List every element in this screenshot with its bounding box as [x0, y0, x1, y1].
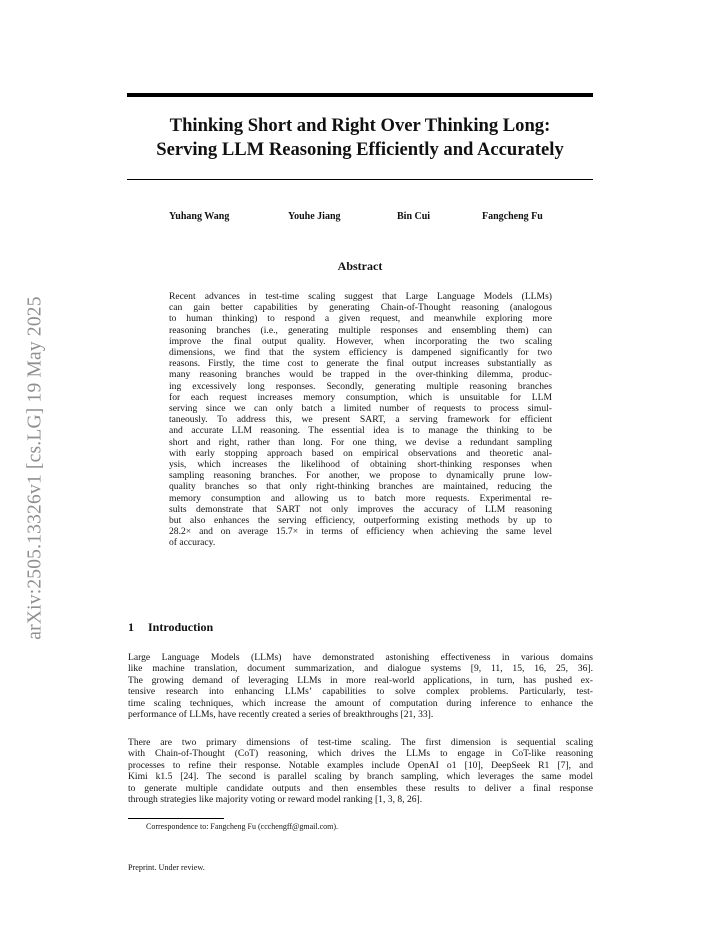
abstract-line: short and right, rather than long. For one thing, we devise a redundant sampling: [169, 436, 552, 448]
intro-paragraph-1-line: Large Language Models (LLMs) have demonstrated astonishing effectiveness in various domains: [128, 652, 593, 663]
abstract-line: but also enhances the serving efficiency, outperforming existing methods by up to: [169, 515, 552, 527]
title-line-2: Serving LLM Reasoning Efficiently and Accurately: [156, 139, 564, 160]
abstract-line: serving since we can only batch a limited number of requests to process simul-: [169, 403, 552, 415]
intro-paragraph-1: [128, 652, 593, 720]
abstract-line: for each request increases memory consumption, which is unsuitable for LLM: [169, 391, 552, 403]
intro-paragraph-2: [128, 737, 593, 805]
intro-paragraph-1-line: tensive research into enhancing LLMs’ capabilities to solve complex problems. Particularly, test-: [128, 686, 593, 698]
abstract-line: can gain better capabilities by generating Chain-of-Thought reasoning (analogous: [169, 302, 552, 314]
preprint-note: Preprint. Under review.: [128, 863, 205, 872]
title-bottom-rule: [127, 179, 593, 180]
abstract-line: with early stopping approach based on empirical observations and theoretic anal-: [169, 447, 552, 459]
abstract-line: memory consumption and allowing us to batch more requests. Experimental re-: [169, 492, 552, 504]
abstract-line: quality branches so that only right-thinking branches are maintained, reducing the: [169, 481, 552, 493]
intro-paragraph-2-line: There are two primary dimensions of test-time scaling. The first dimension is sequential scaling: [128, 737, 593, 748]
abstract-line: ing excessively long responses. Secondly, generating multiple reasoning branches: [169, 380, 552, 392]
abstract-line: dimensions, we find that the system efficiency is dampened significantly for two: [169, 347, 552, 359]
abstract-line: sampling reasoning branches. For another, we propose to dynamically prune low-: [169, 470, 552, 482]
abstract-line: many reasoning branches would be trapped in the over-thinking dilemma, produc-: [169, 369, 552, 381]
paper-title: [110, 114, 610, 162]
author-name: Yuhang Wang: [169, 211, 230, 222]
section-heading-introduction: [128, 620, 213, 635]
abstract-line: to human thinking) to respond a given request, and meanwhile exploring more: [169, 313, 552, 325]
abstract-line: and accurate LLM reasoning. The essential idea is to manage the thinking to be: [169, 425, 552, 437]
footnote-rule: [128, 818, 224, 819]
abstract-line: improve the final output quality. However, when incorporating the two scaling: [169, 335, 552, 347]
abstract-line: 28.2× and on average 15.7× in terms of efficiency when achieving the same level: [169, 526, 552, 538]
abstract-line: sults demonstrate that SART not only improves the accuracy of LLM reasoning: [169, 503, 552, 515]
abstract-line: taneously. To address this, we present SART, a serving framework for efficient: [169, 414, 552, 426]
abstract-line: reasons. Firstly, the time cost to generate the final output increases substantially as: [169, 358, 552, 370]
section-title: Introduction: [148, 620, 214, 634]
intro-paragraph-1-line: time scaling techniques, which increase the amount of computation during inference to enhance the: [128, 697, 593, 709]
author-name: Bin Cui: [397, 211, 431, 222]
abstract-line: of accuracy.: [169, 537, 216, 549]
intro-paragraph-1-line: like machine translation, document summarization, and dialogue systems [9, 11, 15, 16, 25, 36].: [128, 663, 593, 675]
title-top-rule: [127, 93, 593, 97]
intro-paragraph-1-line: The growing demand of leveraging LLMs in more real-world applications, in turn, has pushed ex-: [128, 674, 593, 686]
author-list: [160, 211, 580, 227]
abstract-text: [169, 291, 552, 549]
abstract-line: reasoning branches (i.e., generating multiple responses and ensembling them) can: [169, 324, 552, 336]
intro-paragraph-2-line: to generate multiple candidate outputs and then ensembles these results to deliver a final response: [128, 782, 593, 794]
arxiv-id-text: arXiv:2505.13326v1 [cs.LG] 19 May 2025: [25, 296, 47, 640]
intro-paragraph-2-line: through strategies like majority voting or reward model ranking [1, 3, 8, 26].: [128, 794, 423, 806]
title-line-1: Thinking Short and Right Over Thinking Long:: [169, 115, 551, 136]
intro-paragraph-2-line: with Chain-of-Thought (CoT) reasoning, which drives the LLMs to engage in CoT-like reasoning: [128, 748, 593, 760]
intro-paragraph-2-line: processes to refine their response. Notable examples include OpenAI o1 [10], DeepSeek R1 [7], and: [128, 759, 593, 771]
correspondence-footnote: Correspondence to: Fangcheng Fu (ccchengff@gmail.com).: [146, 822, 339, 831]
abstract-line: ysis, which increases the likelihood of obtaining short-thinking responses when: [169, 459, 552, 471]
arxiv-side-identifier: [24, 258, 48, 678]
abstract-heading: Abstract: [337, 259, 383, 273]
intro-paragraph-2-line: Kimi k1.5 [24]. The second is parallel scaling by branch sampling, which leverages the same model: [128, 771, 593, 783]
author-name: Fangcheng Fu: [482, 211, 543, 222]
author-name: Youhe Jiang: [288, 211, 341, 222]
abstract-line: Recent advances in test-time scaling suggest that Large Language Models (LLMs): [169, 291, 552, 302]
intro-paragraph-1-line: performance of LLMs, have recently created a series of breakthroughs [21, 33].: [128, 709, 434, 721]
section-number: 1: [128, 620, 134, 634]
